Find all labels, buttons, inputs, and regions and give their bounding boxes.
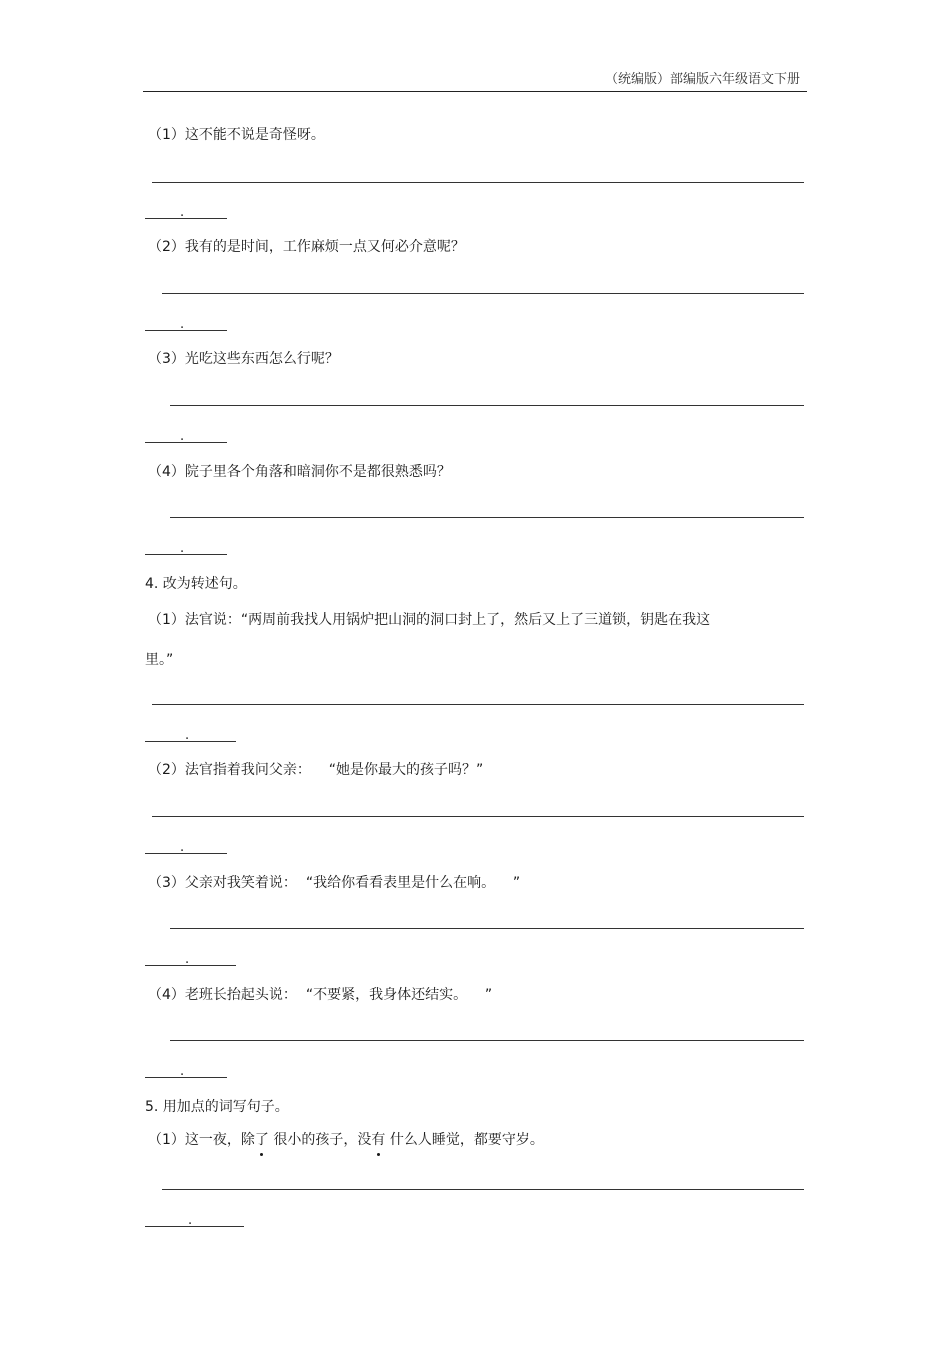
- answer-line-end[interactable]: [145, 554, 227, 555]
- answer-line-end[interactable]: [145, 330, 227, 331]
- s4-item-4: [148, 986, 492, 1004]
- section-4-title: 4. 改为转述句。: [145, 576, 247, 592]
- s3-item-2: [148, 238, 465, 256]
- end-period: .: [185, 952, 190, 967]
- end-period: .: [180, 541, 185, 556]
- answer-line[interactable]: [170, 517, 804, 518]
- page-header: （统编版）部编版六年级语文下册: [604, 72, 800, 87]
- item-text: 光吃这些东西怎么行呢？: [184, 351, 339, 367]
- answer-line[interactable]: [162, 293, 804, 294]
- emphasis-dot: [377, 1153, 380, 1156]
- end-period: .: [180, 429, 185, 444]
- answer-line[interactable]: [152, 816, 804, 817]
- answer-line[interactable]: [152, 704, 804, 705]
- emphasized-char: 了: [254, 1132, 269, 1148]
- end-period: .: [180, 205, 185, 220]
- end-period: .: [180, 1064, 185, 1079]
- answer-line-end[interactable]: [145, 1226, 244, 1227]
- item-text: 这不能不说是奇怪呀。: [184, 127, 325, 143]
- item-text-part: 很小的孩子，没: [268, 1132, 372, 1148]
- answer-line-end[interactable]: [145, 853, 227, 854]
- answer-line[interactable]: [170, 1040, 804, 1041]
- item-text: 院子里各个角落和暗洞你不是都很熟悉吗？: [184, 464, 451, 480]
- header-rule: [143, 91, 807, 92]
- item-number: （4）: [148, 464, 185, 480]
- item-number: （2）: [148, 239, 185, 255]
- s3-item-1: [148, 126, 325, 144]
- section-5-title: 5. 用加点的词写句子。: [145, 1099, 289, 1115]
- emphasis-dot: [260, 1153, 263, 1156]
- item-number: （1）: [148, 1132, 185, 1148]
- s3-item-3: [148, 350, 339, 368]
- end-period: .: [180, 840, 185, 855]
- item-text: 我有的是时间，工作麻烦一点又何必介意呢？: [184, 239, 465, 255]
- answer-line-end[interactable]: [145, 965, 236, 966]
- emphasized-word: [255, 1131, 269, 1149]
- answer-line[interactable]: [170, 405, 804, 406]
- s4-item-1: [148, 611, 710, 629]
- answer-line[interactable]: [162, 1189, 804, 1190]
- item-text: 法官指着我问父亲： “她是你最大的孩子吗？”: [184, 762, 484, 778]
- item-text: 老班长抬起头说： “不要紧，我身体还结实。 ”: [184, 987, 493, 1003]
- end-period: .: [180, 317, 185, 332]
- answer-line-end[interactable]: [145, 741, 236, 742]
- item-number: （4）: [148, 987, 185, 1003]
- s5-item-1: [148, 1131, 544, 1149]
- s3-item-4: [148, 463, 451, 481]
- item-number: （2）: [148, 762, 185, 778]
- item-text-part: 这一夜，除: [184, 1132, 255, 1148]
- s4-item-1-continued: 里。”: [145, 652, 174, 668]
- answer-line[interactable]: [170, 928, 804, 929]
- item-text: 法官说：“两周前我找人用锅炉把山洞的洞口封上了，然后又上了三道锁，钥匙在我这: [184, 612, 711, 628]
- answer-line-end[interactable]: [145, 442, 227, 443]
- emphasized-word: [371, 1131, 385, 1149]
- item-number: （1）: [148, 127, 185, 143]
- end-period: .: [185, 728, 190, 743]
- answer-line[interactable]: [152, 182, 804, 183]
- s4-item-2: [148, 761, 483, 779]
- answer-line-end[interactable]: [145, 218, 227, 219]
- item-text-part: 什么人睡觉，都要守岁。: [385, 1132, 544, 1148]
- end-period: .: [188, 1213, 193, 1228]
- item-number: （1）: [148, 612, 185, 628]
- answer-line-end[interactable]: [145, 1077, 227, 1078]
- item-number: （3）: [148, 875, 185, 891]
- item-number: （3）: [148, 351, 185, 367]
- emphasized-char: 有: [371, 1132, 386, 1148]
- item-text: 父亲对我笑着说： “我给你看看表里是什么在响。 ”: [184, 875, 521, 891]
- s4-item-3: [148, 874, 520, 892]
